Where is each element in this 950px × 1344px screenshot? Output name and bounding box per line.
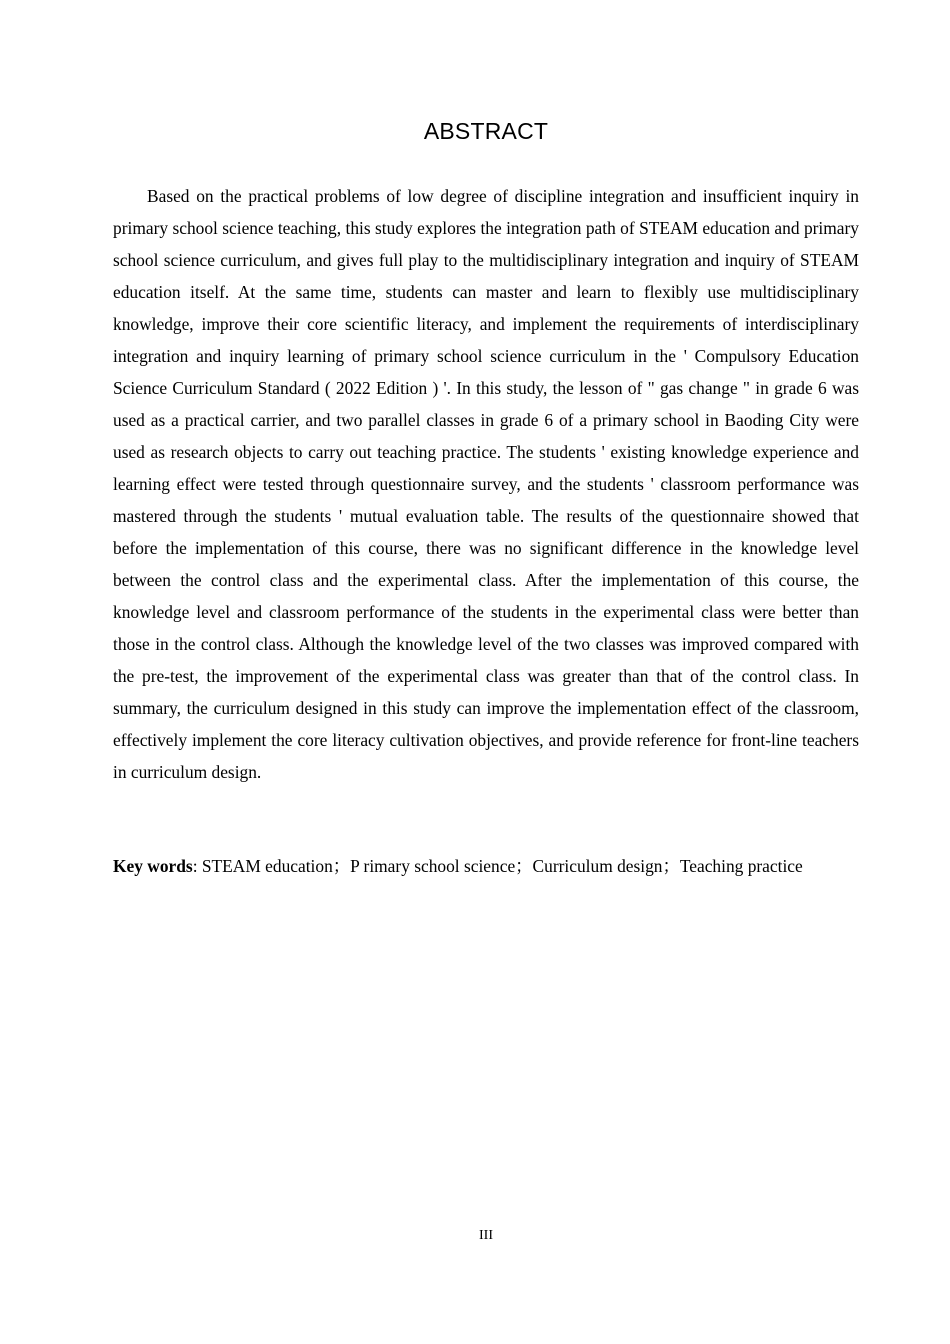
keywords-label: Key words [113, 856, 193, 876]
keywords-line [113, 850, 859, 882]
abstract-paragraph: Based on the practical problems of low degree of discipline integration and insufficient inquiry in primary school science teaching, this study explores the integration path of STEAM education and primary school science curriculum, and gives full play to the multidisciplinary integration and inquiry of STEAM education itself. At the same time, students can master and learn to flexibly use multidisciplinary knowledge, improve their core scientific literacy, and implement the requirements of interdisciplinary integration and inquiry learning of primary school science curriculum in the ' Compulsory Education Science Curriculum Standard ( 2022 Edition ) '. In this study, the lesson of " gas change " in grade 6 was used as a practical carrier, and two parallel classes in grade 6 of a primary school in Baoding City were used as research objects to carry out teaching practice. The students ' existing knowledge experience and learning effect were tested through questionnaire survey, and the students ' classroom performance was mastered through the students ' mutual evaluation table. The results of the questionnaire showed that before the implementation of this course, there was no significant difference in the knowledge level between the control class and the experimental class. After the implementation of this course, the knowledge level and classroom performance of the students in the experimental class were better than those in the control class. Although the knowledge level of the two classes was improved compared with the pre-test, the improvement of the experimental class was greater than that of the control class. In summary, the curriculum designed in this study can improve the implementation effect of the classroom, effectively implement the core literacy cultivation objectives, and provide reference for front-line teachers in curriculum design. [113, 186, 859, 782]
abstract-title: ABSTRACT [423, 118, 549, 144]
keywords-text: : STEAM education；P rimary school science；Curriculum design；Teaching practice [192, 856, 803, 876]
page-number: III [479, 1228, 493, 1243]
